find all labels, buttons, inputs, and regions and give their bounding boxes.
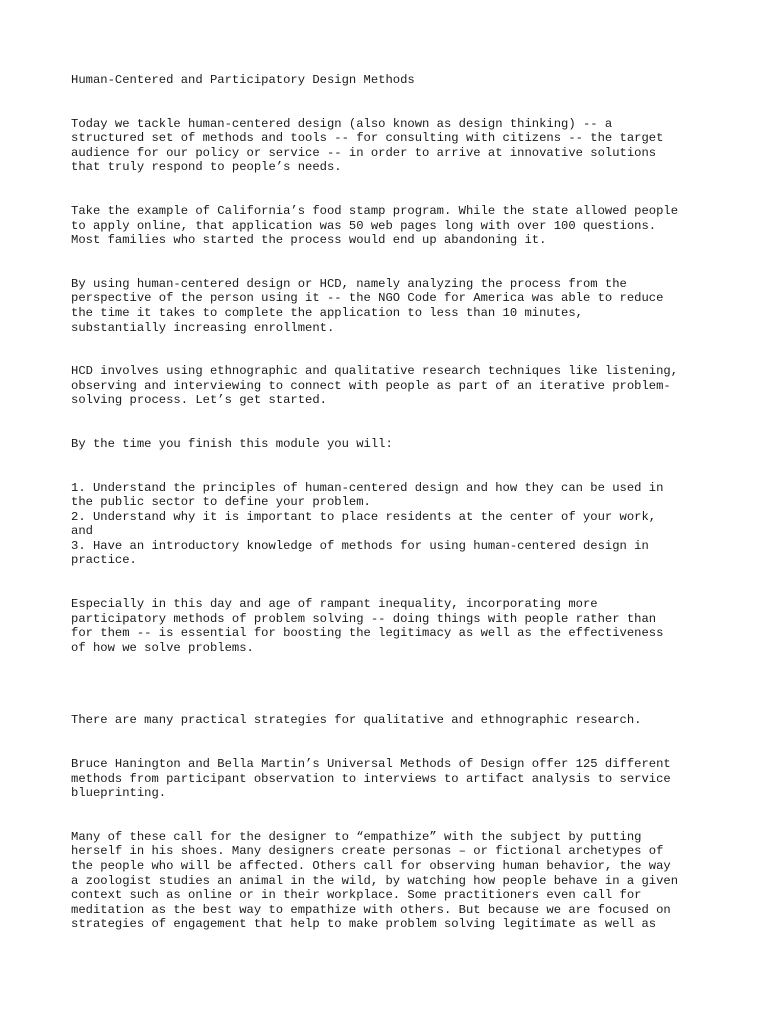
learning-objectives-list [71,481,711,569]
list-item: 1. Understand the principles of human-centered design and how they can be used in the public sector to define your problem. [71,480,664,510]
paragraph-intro: Today we tackle human-centered design (also known as design thinking) -- a structured set of methods and tools -- for consulting with citizens -- the target audience for our policy or service -- in order to arrive at innovative solutions that truly respond to people’s needs. [71,116,664,175]
paragraph-inequality: Especially in this day and age of rampant inequality, incorporating more participatory methods of problem solving -- doing things with people rather than for them -- is essential for boosting the legitimacy as well as the effectiveness of how we solve problems. [71,597,664,655]
paragraph-practical-strategies: There are many practical strategies for qualitative and ethnographic research. [71,713,642,728]
list-item: 3. Have an introductory knowledge of methods for using human-centered design in practice. [71,538,649,568]
paragraph-food-stamp-example: Take the example of California’s food stamp program. While the state allowed people to apply online, that application was 50 web pages long with over 100 questions. Most families who started the process would end up abandoning it. [71,203,679,248]
paragraph-hcd-techniques: HCD involves using ethnographic and qualitative research techniques like listening, observing and interviewing to connect with people as part of an iterative problem- solving process. Let’s get started. [71,364,679,408]
document-page [71,73,711,961]
paragraph-hcd-result: By using human-centered design or HCD, namely analyzing the process from the perspective of the person using it -- the NGO Code for America was able to reduce the time it takes to complete the application to less than 10 minutes, substantially increasing enrollment. [71,276,664,335]
paragraph-universal-methods: Bruce Hanington and Bella Martin’s Universal Methods of Design offer 125 different methods from participant observation to interviews to artifact analysis to service blueprinting. [71,757,671,801]
document-title: Human-Centered and Participatory Design Methods [71,73,415,87]
paragraph-module-goals-intro: By the time you finish this module you will: [71,436,393,451]
paragraph-empathize: Many of these call for the designer to “empathize” with the subject by putting herself in his shoes. Many designers create personas – or fictional archetypes of the people who will be affected. Others call for observing human behavior, the way a zoologist studies an animal in the wild, by watching how people behave in a given context such as online or in their workplace. Some practitioners even call for meditation as the best way to empathize with others. But because we are focused on strategies of engagement that help to make problem solving legitimate as well as [71,829,679,932]
list-item: 2. Understand why it is important to place residents at the center of your work, and [71,509,657,539]
